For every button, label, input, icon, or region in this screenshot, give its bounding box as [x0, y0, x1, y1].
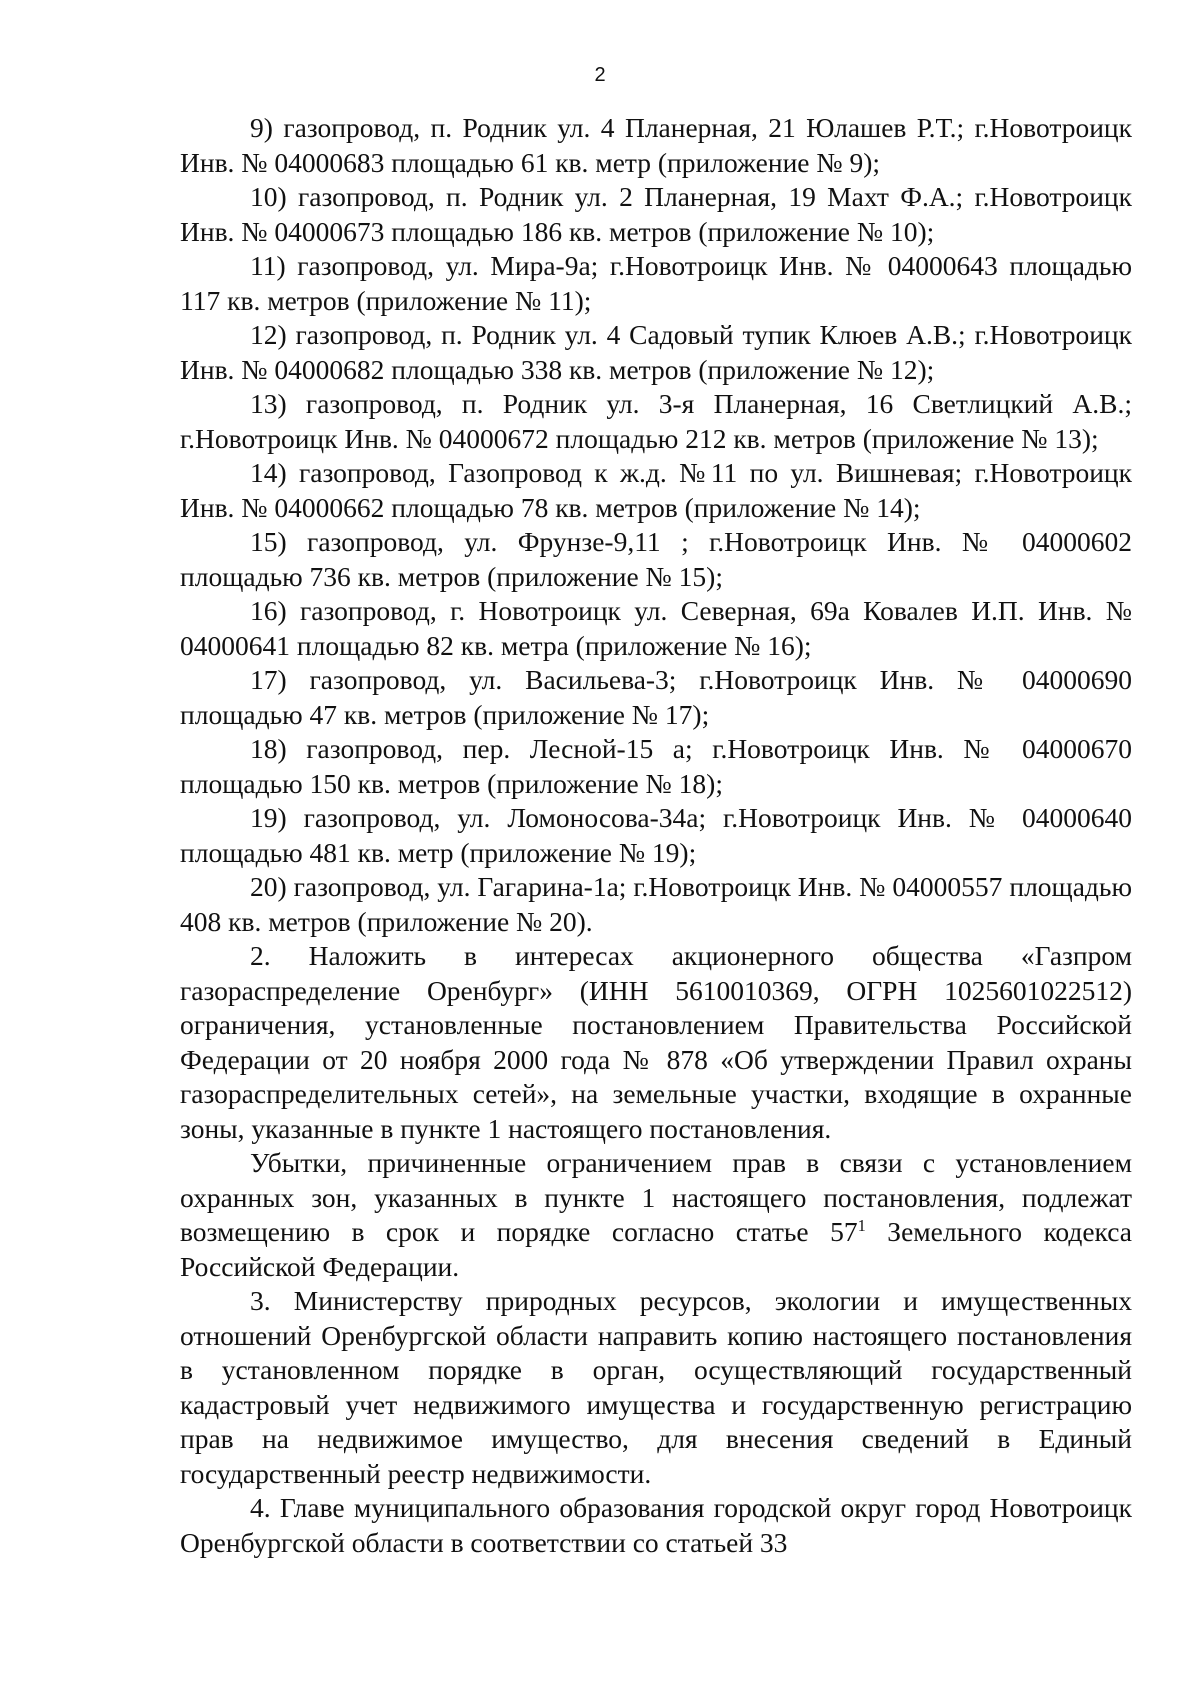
losses-paragraph [180, 1146, 1132, 1284]
list-item-9: 9) газопровод, п. Родник ул. 4 Планерная, 21 Юлашев Р.Т.; г.Новотроицк Инв. № 04000683 площадью 61 кв. метр (приложение № 9); [180, 112, 1132, 178]
list-item-20: 20) газопровод, ул. Гагарина-1а; г.Новотроицк Инв. № 04000557 площадью 408 кв. метров (приложение № 20). [180, 871, 1132, 937]
list-item-16: 16) газопровод, г. Новотроицк ул. Северная, 69а Ковалев И.П. Инв. № 04000641 площадью 82 кв. метра (приложение № 16); [180, 595, 1132, 661]
list-item-13: 13) газопровод, п. Родник ул. 3-я Планерная, 16 Светлицкий А.В.; г.Новотроицк Инв. № 04000672 площадью 212 кв. метров (приложение № 13); [180, 388, 1132, 454]
clause-3: 3. Министерству природных ресурсов, экологии и имущественных отношений Оренбургской области направить копию настоящего постановления в установленном порядке в орган, осуществляющий государственный кадастровый учет недвижимого имущества и государственную регистрацию прав на недвижимое имущество, для внесения сведений в Единый государственный реестр недвижимости. [180, 1285, 1132, 1489]
list-item-18: 18) газопровод, пер. Лесной-15 а; г.Новотроицк Инв. № 04000670 площадью 150 кв. метров (приложение № 18); [180, 733, 1132, 799]
article-superscript: 1 [857, 1215, 866, 1235]
list-item-17: 17) газопровод, ул. Васильева-3; г.Новотроицк Инв. № 04000690 площадью 47 кв. метров (приложение № 17); [180, 664, 1132, 730]
list-item-14: 14) газопровод, Газопровод к ж.д. №11 по ул. Вишневая; г.Новотроицк Инв. № 04000662 площадью 78 кв. метров (приложение № 14); [180, 457, 1132, 523]
clause-4: 4. Главе муниципального образования городской округ город Новотроицк Оренбургской области в соответствии со статьей 33 [180, 1492, 1132, 1558]
losses-text-before: Убытки, причиненные ограничением прав в связи с установлением охранных зон, указанных в пункте 1 настоящего постановления, подлежат возмещению в срок и порядке согласно статье 57 [180, 1147, 1132, 1247]
document-body [180, 111, 1132, 1560]
page-number: 2 [594, 64, 606, 86]
list-item-10: 10) газопровод, п. Родник ул. 2 Планерная, 19 Махт Ф.А.; г.Новотроицк Инв. № 04000673 площадью 186 кв. метров (приложение № 10); [180, 181, 1132, 247]
losses-text-after: Земельного кодекса Российской Федерации. [180, 1216, 1132, 1282]
clause-2: 2. Наложить в интересах акционерного общества «Газпром газораспределение Оренбург» (ИНН 5610010369, ОГРН 1025601022512) ограничения, установленные постановлением Правительства Российской Федерации от 20 ноября 2000 года № 878 «Об утверждении Правил охраны газораспределительных сетей», на земельные участки, входящие в охранные зоны, указанные в пункте 1 настоящего постановления. [180, 940, 1132, 1144]
list-item-12: 12) газопровод, п. Родник ул. 4 Садовый тупик Клюев А.В.; г.Новотроицк Инв. № 04000682 площадью 338 кв. метров (приложение № 12); [180, 319, 1132, 385]
list-item-19: 19) газопровод, ул. Ломоносова-34а; г.Новотроицк Инв. № 04000640 площадью 481 кв. метр (приложение № 19); [180, 802, 1132, 868]
list-item-15: 15) газопровод, ул. Фрунзе-9,11 ; г.Новотроицк Инв. № 04000602 площадью 736 кв. метров (приложение № 15); [180, 526, 1132, 592]
list-item-11: 11) газопровод, ул. Мира-9а; г.Новотроицк Инв. № 04000643 площадью 117 кв. метров (приложение № 11); [180, 250, 1132, 316]
